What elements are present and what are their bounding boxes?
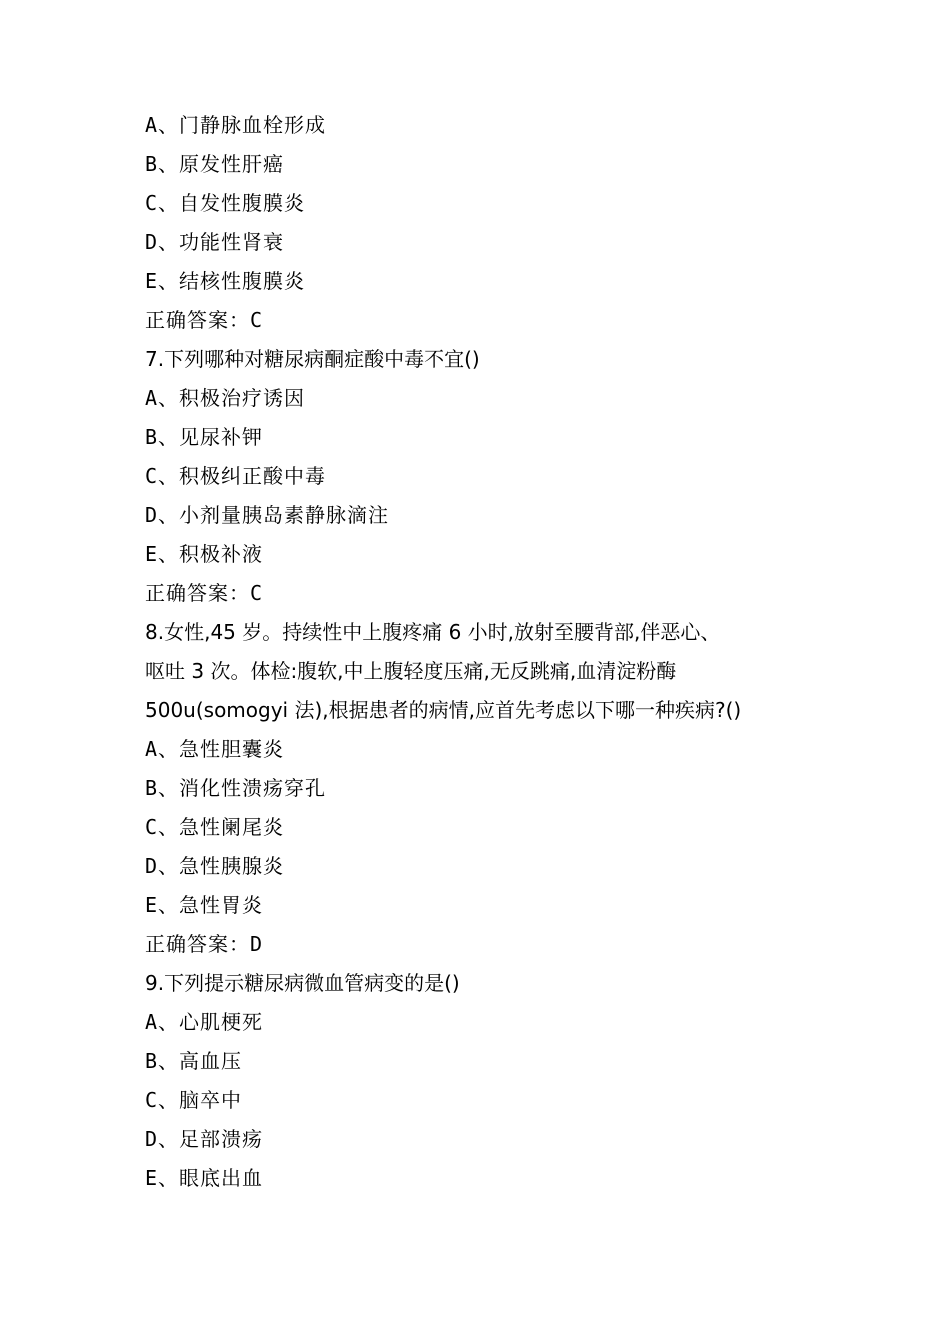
q6-option-e: E、结核性腹膜炎 — [145, 269, 306, 293]
document-body — [145, 106, 815, 1198]
q8-option-c: C、急性阑尾炎 — [145, 815, 285, 839]
q8-question-line-1: 8.女性,45 岁。持续性中上腹疼痛 6 小时,放射至腰背部,伴恶心、 — [145, 620, 721, 644]
q7-option-e: E、积极补液 — [145, 542, 264, 566]
q6-answer: 正确答案：C — [145, 308, 264, 332]
q7-option-d: D、小剂量胰岛素静脉滴注 — [145, 503, 390, 527]
q9-question: 9.下列提示糖尿病微血管病变的是() — [145, 971, 460, 995]
q6-option-b: B、原发性肝癌 — [145, 152, 285, 176]
q9-option-a: A、心肌梗死 — [145, 1010, 264, 1034]
q8-option-b: B、消化性溃疡穿孔 — [145, 776, 327, 800]
q7-question: 7.下列哪种对糖尿病酮症酸中毒不宜() — [145, 347, 480, 371]
q6-option-c: C、自发性腹膜炎 — [145, 191, 306, 215]
q6-option-d: D、功能性肾衰 — [145, 230, 285, 254]
q7-answer: 正确答案：C — [145, 581, 264, 605]
q9-option-b: B、高血压 — [145, 1049, 243, 1073]
q8-option-a: A、急性胆囊炎 — [145, 737, 285, 761]
q8-option-d: D、急性胰腺炎 — [145, 854, 285, 878]
q8-option-e: E、急性胃炎 — [145, 893, 264, 917]
q8-answer: 正确答案：D — [145, 932, 264, 956]
q7-option-b: B、见尿补钾 — [145, 425, 264, 449]
q6-option-a: A、门静脉血栓形成 — [145, 113, 327, 137]
q9-option-e: E、眼底出血 — [145, 1166, 264, 1190]
q9-option-c: C、脑卒中 — [145, 1088, 243, 1112]
q8-question-line-2: 呕吐 3 次。体检:腹软,中上腹轻度压痛,无反跳痛,血清淀粉酶 — [145, 659, 677, 683]
q7-option-a: A、积极治疗诱因 — [145, 386, 306, 410]
q8-question-line-3: 500u(somogyi 法),根据患者的病情,应首先考虑以下哪一种疾病?() — [145, 698, 742, 722]
q9-option-d: D、足部溃疡 — [145, 1127, 264, 1151]
q7-option-c: C、积极纠正酸中毒 — [145, 464, 327, 488]
